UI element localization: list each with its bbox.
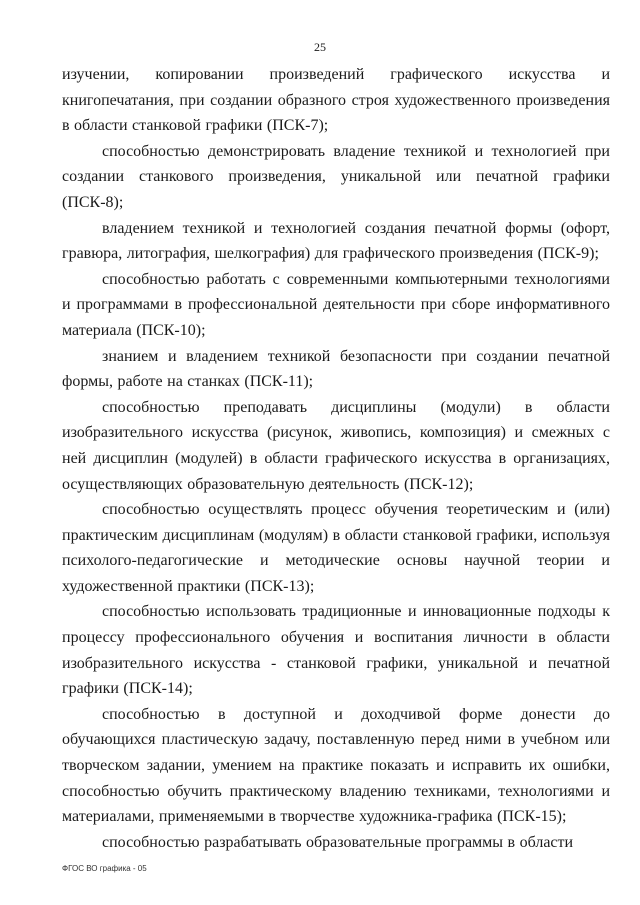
paragraph-psk-11: знанием и владением техникой безопасности при создании печатной формы, работе на станках (ПСК-11); [62,347,610,391]
paragraph-psk-9: владением техникой и технологией создания печатной формы (офорт, гравюра, литография, шелкография) для графического произведения (ПСК-9); [62,219,610,263]
paragraph-continuation: изучении, копировании произведений графического искусства и книгопечатания, при создании образного строя художественного произведения в области станковой графики (ПСК-7); [62,66,610,135]
paragraph-psk-13: способностью осуществлять процесс обучения теоретическим и (или) практическим дисциплинам (модулям) в области станковой графики, используя психолого-педагогические и методические основы научной теории и художественной практики (ПСК-13); [62,501,610,595]
paragraph-psk-12: способностью преподавать дисциплины (модули) в области изобразительного искусства (рисунок, живопись, композиция) и смежных с ней дисциплин (модулей) в области графического искусства в организациях, осуществляющих образовательную деятельность (ПСК-12); [62,398,610,493]
paragraph-psk-10: способностью работать с современными компьютерными технологиями и программами в профессиональной деятельности при сборе информативного материала (ПСК-10); [62,270,610,339]
document-body [62,62,610,855]
paragraph-psk-14: способностью использовать традиционные и инновационные подходы к процессу профессионального обучения и воспитания личности в области изобразительного искусства - станковой графики, уникальной и печатной графики (ПСК-14); [62,603,610,698]
paragraph-psk-15: способностью в доступной и доходчивой форме донести до обучающихся пластическую задачу, поставленную перед ними в учебном или творческом задании, умением на практике показать и исправить их ошибки, способностью обучить практическому владению техниками, технологиями и материалами, применяемыми в творчестве художника-графика (ПСК-15); [62,705,610,826]
paragraph-psk-8: способностью демонстрировать владение техникой и технологией при создании станкового произведения, уникальной или печатной графики (ПСК-8); [62,142,610,211]
footer-label: ФГОС ВО графика - 05 [62,864,147,873]
paragraph-psk-16-start: способностью разрабатывать образовательные программы в области [102,833,574,851]
page-number: 25 [314,40,326,54]
